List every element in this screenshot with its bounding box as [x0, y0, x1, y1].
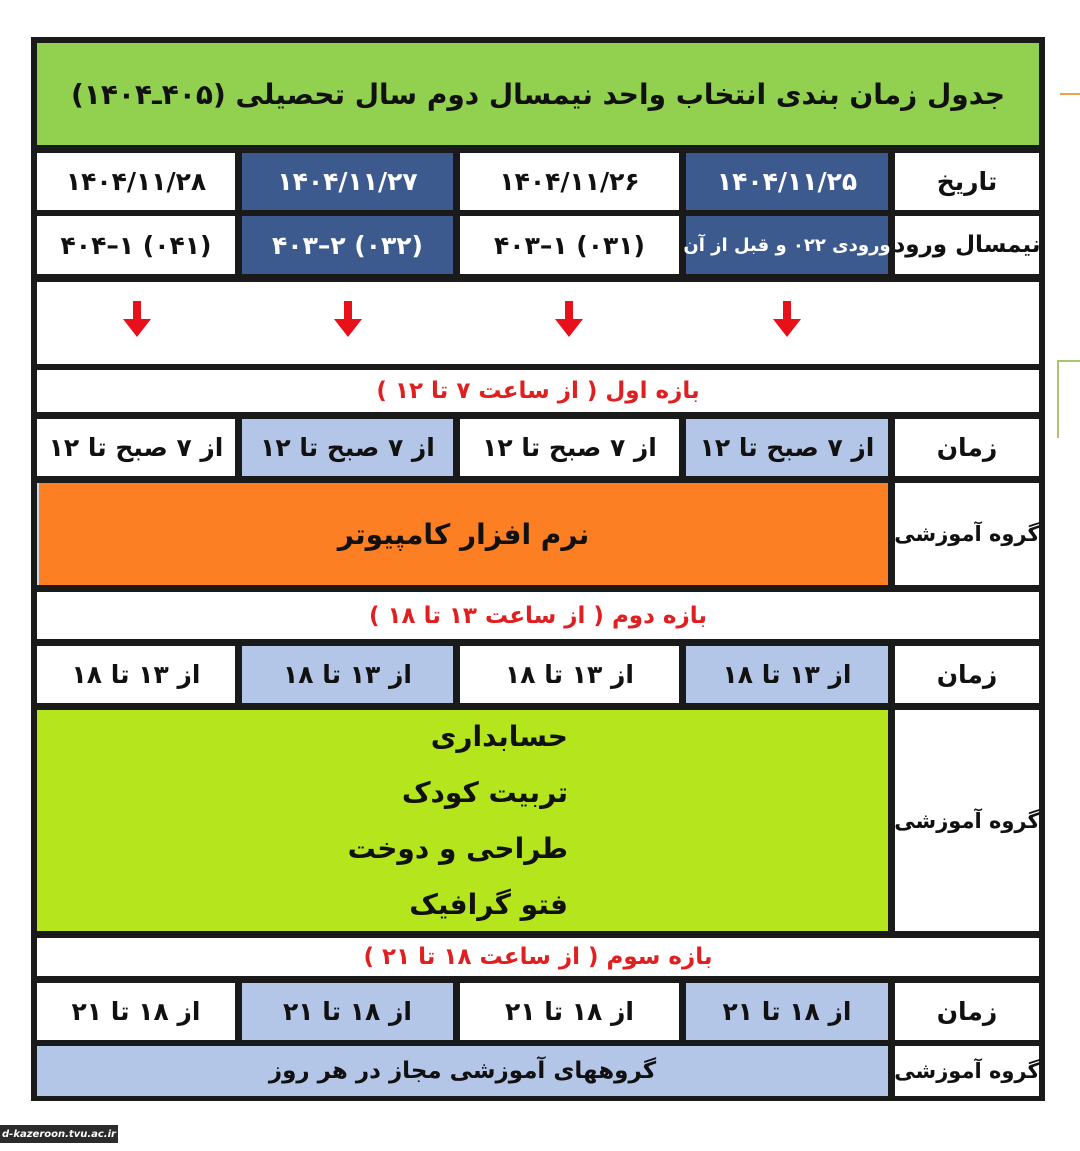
group-name: حسابداری: [430, 719, 568, 753]
time-cell: از ۷ صبح تا ۱۲: [460, 419, 679, 476]
entry-cell-1: ورودی ۰۲۲ و قبل از آن: [686, 216, 888, 274]
arrow-down-icon: [767, 298, 807, 340]
time-cell: از ۷ صبح تا ۱۲: [242, 419, 453, 476]
arrow-down-icon: [328, 298, 368, 340]
entry-cell-2: (۰۳۱) ۱–۴۰۳: [460, 216, 679, 274]
group-cell-period-1: [37, 483, 888, 585]
time-cell: از ۱۳ تا ۱۸: [242, 646, 453, 703]
time-cell: از ۱۸ تا ۲۱: [242, 983, 453, 1040]
group-name: گروههای آموزشی مجاز در هر روز: [268, 1058, 657, 1084]
arrow-row: [37, 282, 1039, 364]
label-time: زمان: [895, 983, 1039, 1040]
group-name: تربیت کودک: [401, 775, 568, 809]
arrow-down-icon: [549, 298, 589, 340]
time-cell: از ۱۸ تا ۲۱: [460, 983, 679, 1040]
site-watermark: d-kazeroon.tvu.ac.ir: [0, 1125, 118, 1143]
decorative-line: [1057, 360, 1059, 438]
time-cell: از ۷ صبح تا ۱۲: [37, 419, 235, 476]
label-entry-semester: نیمسال ورود: [895, 216, 1039, 274]
time-cell: از ۱۳ تا ۱۸: [460, 646, 679, 703]
period-1-title: بازه اول ( از ساعت ۷ تا ۱۲ ): [37, 370, 1039, 412]
group-name: فتو گرافیک: [409, 887, 568, 921]
page-title: جدول زمان بندی انتخاب واحد نیمسال دوم سال تحصیلی (۴۰۵ـ۱۴۰۴): [37, 43, 1039, 145]
arrow-down-icon: [117, 298, 157, 340]
period-2-title: بازه دوم ( از ساعت ۱۳ تا ۱۸ ): [37, 592, 1039, 639]
period-3-title: بازه سوم ( از ساعت ۱۸ تا ۲۱ ): [37, 938, 1039, 976]
label-group: گروه آموزشی: [895, 710, 1039, 931]
label-group: گروه آموزشی: [895, 483, 1039, 585]
decorative-line: [1057, 360, 1080, 362]
time-cell: از ۱۸ تا ۲۱: [686, 983, 888, 1040]
date-cell-3: ۱۴۰۴/۱۱/۲۷: [242, 153, 453, 210]
group-name: طراحی و دوخت: [347, 831, 568, 865]
date-cell-2: ۱۴۰۴/۱۱/۲۶: [460, 153, 679, 210]
time-cell: از ۱۳ تا ۱۸: [686, 646, 888, 703]
label-time: زمان: [895, 646, 1039, 703]
label-time: زمان: [895, 419, 1039, 476]
time-cell: از ۱۳ تا ۱۸: [37, 646, 235, 703]
entry-cell-3: (۰۳۲) ۲–۴۰۳: [242, 216, 453, 274]
time-cell: از ۱۸ تا ۲۱: [37, 983, 235, 1040]
decorative-line: [1060, 93, 1080, 95]
group-cell-period-2: [37, 710, 888, 931]
group-name: نرم افزار کامپیوتر: [337, 517, 590, 551]
label-group: گروه آموزشی: [895, 1046, 1039, 1096]
time-cell: از ۷ صبح تا ۱۲: [686, 419, 888, 476]
date-cell-1: ۱۴۰۴/۱۱/۲۵: [686, 153, 888, 210]
entry-cell-4: (۰۴۱) ۱–۴۰۴: [37, 216, 235, 274]
label-date: تاریخ: [895, 153, 1039, 210]
date-cell-4: ۱۴۰۴/۱۱/۲۸: [37, 153, 235, 210]
group-cell-period-3: [37, 1046, 888, 1096]
